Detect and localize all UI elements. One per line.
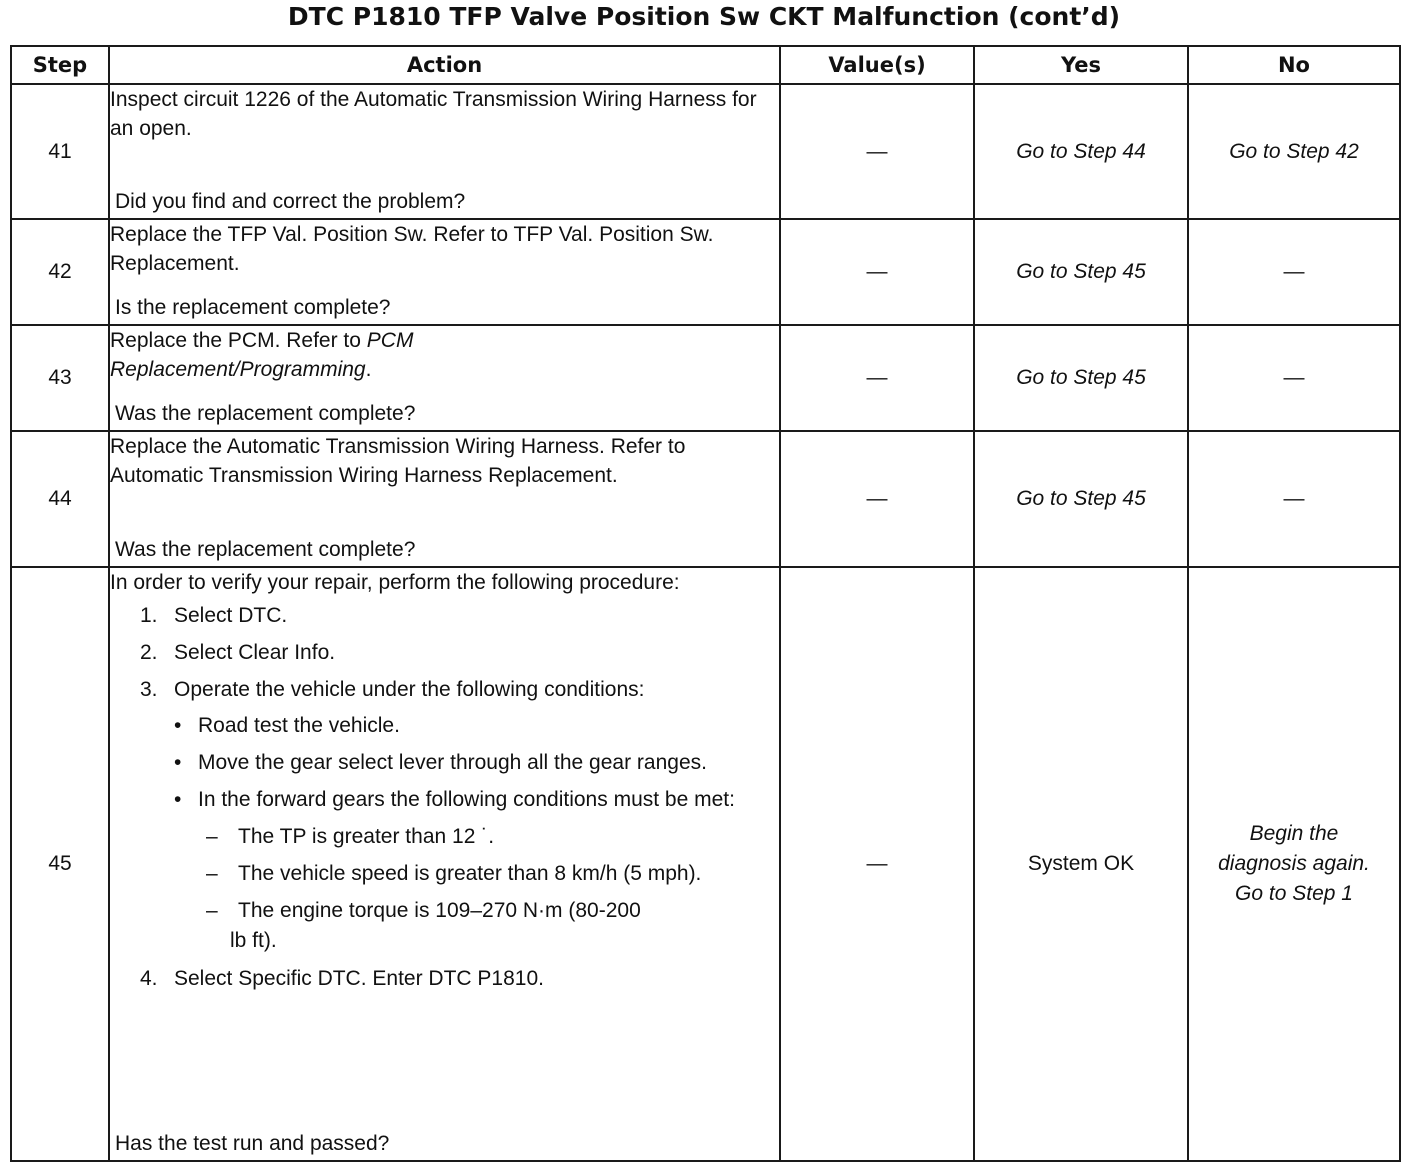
yes-cell: Go to Step 45	[974, 219, 1188, 325]
no-cell: —	[1188, 431, 1400, 567]
procedure-step	[110, 597, 779, 634]
step-number: 43	[11, 325, 109, 431]
value-cell: —	[780, 431, 974, 567]
action-text: Replace the Automatic Transmission Wiring Harness. Refer to Automatic Transmission Wiring Harness Replacement.	[110, 435, 686, 487]
procedure-step-text: Select DTC.	[174, 604, 288, 627]
sub-item	[134, 893, 779, 960]
procedure-step-number: 3.	[140, 678, 158, 701]
value-cell: —	[780, 84, 974, 219]
header-no: No	[1188, 46, 1400, 84]
bullet-text: In the forward gears the following conditions must be met:	[198, 788, 735, 811]
action-question: Was the replacement complete?	[115, 538, 416, 561]
dash-icon: –	[206, 862, 218, 885]
no-cell: —	[1188, 219, 1400, 325]
procedure-step-text: Select Clear Info.	[174, 641, 336, 664]
yes-cell: Go to Step 45	[974, 431, 1188, 567]
bullet-icon: •	[174, 714, 182, 737]
bullet-item	[134, 782, 779, 819]
header-values: Value(s)	[780, 46, 974, 84]
no-cell-line: diagnosis again.	[1218, 852, 1370, 875]
action-cell	[109, 431, 780, 567]
bullet-icon: •	[174, 751, 182, 774]
action-question: Was the replacement complete?	[115, 402, 416, 425]
no-cell-line: Go to Step 1	[1235, 882, 1353, 905]
yes-cell: Go to Step 44	[974, 84, 1188, 219]
procedure-step	[110, 634, 779, 671]
sub-item	[134, 819, 779, 856]
sub-item-text: The vehicle speed is greater than 8 km/h (5 mph).	[238, 862, 702, 885]
no-cell: —	[1188, 325, 1400, 431]
action-cell	[109, 84, 780, 219]
bullet-item	[134, 708, 779, 745]
action-text	[110, 326, 779, 384]
action-question: Did you find and correct the problem?	[115, 190, 466, 213]
sub-item	[134, 856, 779, 893]
table-row	[11, 219, 1400, 325]
procedure-step	[110, 960, 779, 997]
no-cell	[1188, 567, 1400, 1161]
procedure-step-number: 1.	[140, 604, 158, 627]
sub-item-text: The engine torque is 109–270 N·m (80-200 lb ft).	[230, 899, 641, 952]
step-number: 41	[11, 84, 109, 219]
dash-icon: –	[206, 825, 218, 848]
sub-item-text: The TP is greater than 12 ˙.	[238, 825, 495, 848]
table-row	[11, 325, 1400, 431]
action-text: Inspect circuit 1226 of the Automatic Transmission Wiring Harness for an open.	[110, 88, 757, 140]
header-action: Action	[109, 46, 780, 84]
procedure-step	[110, 671, 779, 708]
diagnostic-table	[10, 45, 1401, 1162]
bullet-item	[134, 745, 779, 782]
step-number: 42	[11, 219, 109, 325]
value-cell: —	[780, 567, 974, 1161]
step-number: 44	[11, 431, 109, 567]
table-row	[11, 84, 1400, 219]
header-step: Step	[11, 46, 109, 84]
action-cell	[109, 325, 780, 431]
table-row	[11, 567, 1400, 1161]
value-cell: —	[780, 219, 974, 325]
page-title: DTC P1810 TFP Valve Position Sw CKT Malfunction (cont’d)	[287, 2, 1121, 31]
action-text-end: .	[365, 358, 372, 381]
yes-cell: System OK	[974, 567, 1188, 1161]
action-question: Is the replacement complete?	[115, 296, 391, 319]
yes-cell: Go to Step 45	[974, 325, 1188, 431]
bullet-text: Road test the vehicle.	[198, 714, 400, 737]
bullet-text: Move the gear select lever through all the gear ranges.	[198, 751, 707, 774]
action-text-start: Replace the PCM. Refer to	[110, 329, 367, 352]
procedure-step-number: 4.	[140, 967, 158, 990]
procedure-step-text: Operate the vehicle under the following conditions:	[174, 678, 645, 701]
header-yes: Yes	[974, 46, 1188, 84]
action-question: Has the test run and passed?	[115, 1132, 390, 1155]
action-text-reference: PCM Replacement/Programming	[110, 329, 414, 381]
table-row	[11, 431, 1400, 567]
action-text: In order to verify your repair, perform the following procedure:	[110, 571, 680, 594]
table-header-row	[11, 46, 1400, 84]
action-cell	[109, 567, 780, 1161]
procedure-step-text: Select Specific DTC. Enter DTC P1810.	[174, 967, 544, 990]
no-cell: Go to Step 42	[1188, 84, 1400, 219]
dash-icon: –	[206, 899, 218, 922]
value-cell: —	[780, 325, 974, 431]
step-number: 45	[11, 567, 109, 1161]
action-text: Replace the TFP Val. Position Sw. Refer to TFP Val. Position Sw. Replacement.	[110, 223, 714, 275]
bullet-icon: •	[174, 788, 182, 811]
procedure-step-number: 2.	[140, 641, 158, 664]
action-cell	[109, 219, 780, 325]
no-cell-line: Begin the	[1249, 822, 1339, 845]
